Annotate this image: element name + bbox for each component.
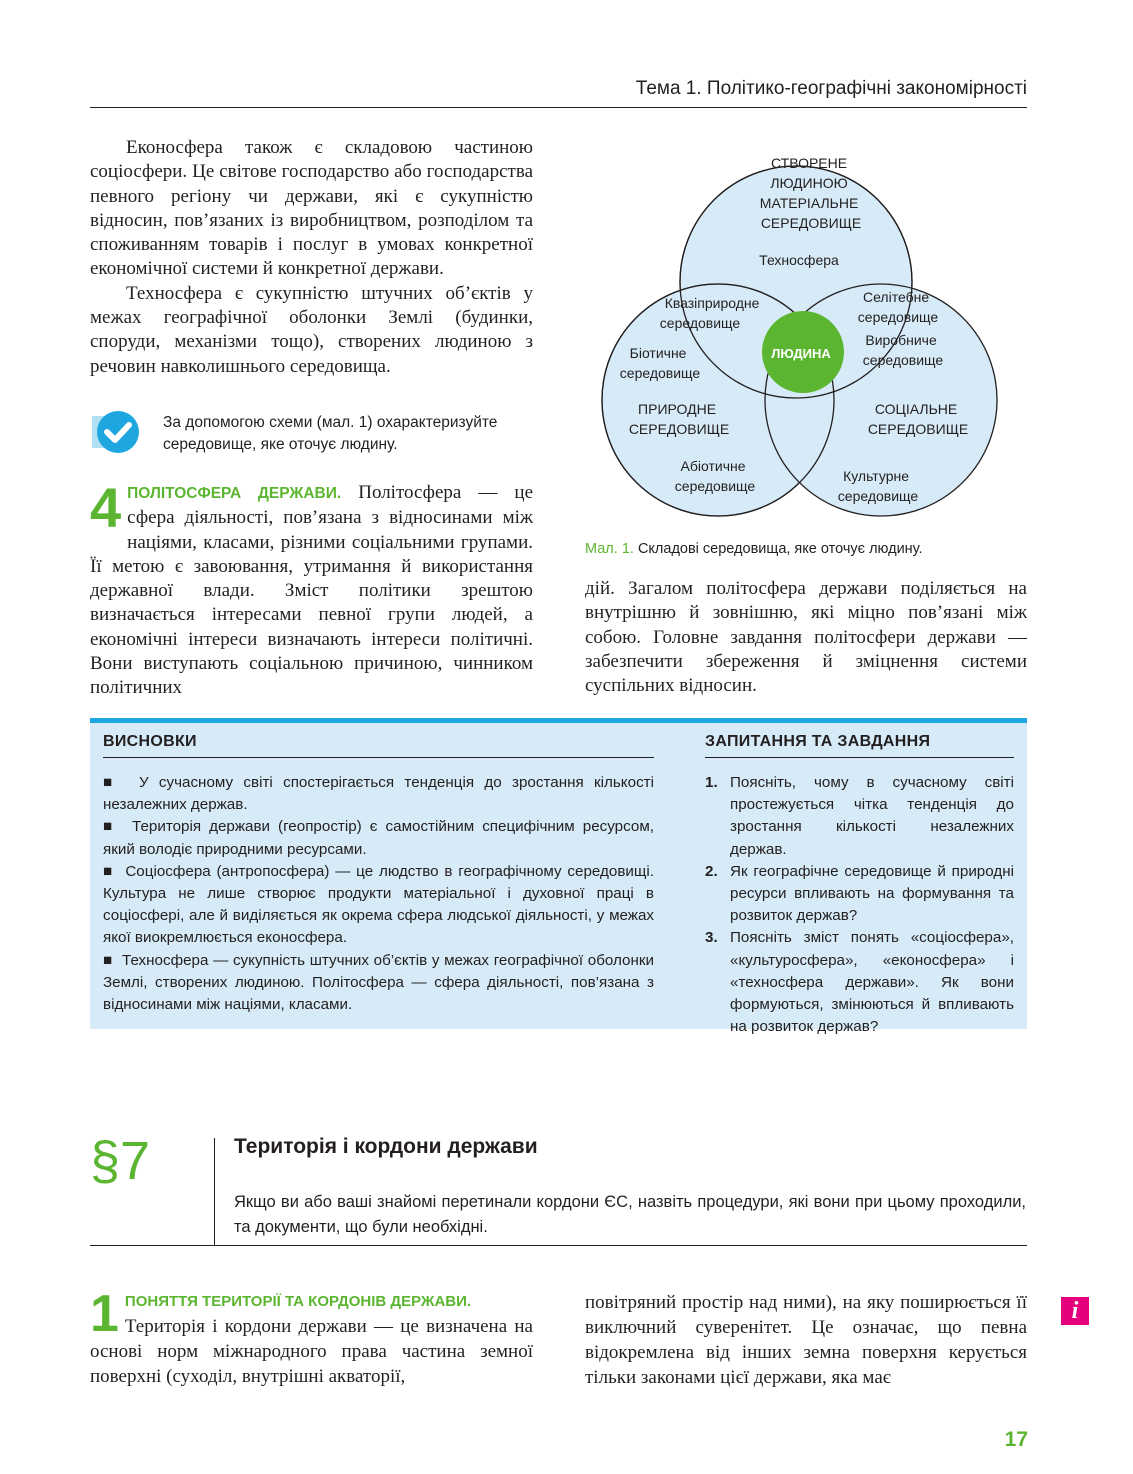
running-header: Тема 1. Політико-географічні закономірності bbox=[635, 78, 1027, 99]
bottom-right-text bbox=[585, 1290, 1027, 1390]
section-divider-line bbox=[214, 1138, 215, 1246]
label-industrial: Виробниче середовище bbox=[862, 332, 944, 368]
questions-list bbox=[705, 772, 1014, 1038]
paragraph-number: §7 bbox=[90, 1131, 151, 1191]
label-quasi-natural: Квазіприродне середовище bbox=[659, 295, 760, 331]
caption-text: Складові середовища, яке оточує людину. bbox=[633, 541, 923, 557]
label-human: ЛЮДИНА bbox=[771, 346, 831, 361]
bottom-left-paragraph: Територія і кордони держави — це визначена на основі норм міжнародного права частина земної поверхні (суходіл, внутрішні акваторії, bbox=[90, 1316, 533, 1387]
questions-title: ЗАПИТАННЯ ТА ЗАВДАННЯ bbox=[705, 733, 931, 750]
label-technosphere: Техносфера bbox=[759, 252, 839, 268]
page-number: 17 bbox=[1004, 1428, 1028, 1451]
paragraph-technosphere: Техносфера є сукупністю штучних об’єктів у межах географічної оболонки Землі (будинки, споруди, механізми тощо), створених людиною з речовин навколишнього середовища. bbox=[90, 282, 533, 377]
subsection-number: 1 bbox=[90, 1285, 119, 1343]
bullet-square-icon: ■ bbox=[103, 774, 139, 791]
section-4 bbox=[90, 476, 534, 701]
info-icon: i bbox=[1061, 1297, 1089, 1325]
conclusions-title: ВИСНОВКИ bbox=[103, 733, 197, 750]
checkmark-icon bbox=[92, 408, 140, 456]
section-intro: Якщо ви або ваші знайомі перетинали кордони ЄС, назвіть процедури, які вони при цьому проходили, та документи, що були необхідні. bbox=[234, 1193, 1026, 1236]
section-heading: ПОЛІТОСФЕРА ДЕРЖАВИ. bbox=[127, 485, 342, 502]
bullet-square-icon: ■ bbox=[103, 951, 123, 969]
subsection-heading: ПОНЯТТЯ ТЕРИТОРІЇ ТА КОРДОНІВ ДЕРЖАВИ. bbox=[124, 1293, 472, 1310]
bottom-left-text bbox=[90, 1285, 533, 1389]
bullet-square-icon: ■ bbox=[103, 862, 126, 880]
bottom-right-paragraph: повітряний простір над ними), на яку поширюється її виключний суверенітет. Це означає, що певна відокремлена від інших земна поверхня керується тільки законами цієї держави, яка має bbox=[585, 1292, 1027, 1388]
question-item: 3. Поясніть зміст понять «соціосфера», «культуросфера», «еконосфера» і «техносфера держави». Як вони формуються, змінюються й впливають на розвиток держав? bbox=[705, 929, 1014, 1036]
conclusion-item: ■ Соціосфера (антропосфера) — це людство в географічному середовищі. Культура не лише створює продукти матеріальної і духовної праці в соціосфері, але й виділяється як окрема сфера людської діяльності, у межах якої виокремлюється еконосфера. bbox=[103, 862, 654, 947]
task-text: За допомогою схеми (мал. 1) охарактеризуйте середовище, яке оточує людину. bbox=[163, 414, 498, 453]
questions-rule bbox=[705, 757, 1014, 758]
environment-venn-diagram bbox=[590, 135, 1030, 525]
section-title: Територія і кордони держави bbox=[234, 1135, 538, 1158]
label-biotic: Біотичне середовище bbox=[619, 345, 701, 381]
conclusions-rule bbox=[103, 757, 654, 758]
conclusions-list bbox=[103, 772, 654, 1016]
label-created-environment: СТВОРЕНЕ ЛЮДИНОЮ МАТЕРІАЛЬНЕ СЕРЕДОВИЩЕ bbox=[759, 155, 862, 231]
label-cultural: Культурне середовище bbox=[837, 468, 919, 504]
right-column-text bbox=[585, 577, 1027, 698]
section-4-text: Політосфера — це сфера діяльності, пов’язана з відносинами між націями, класами, різними соціальними групами. Її метою є завоювання, утримання й використання державної влади. Зміст політики зрештою визначається інтересами певної групи людей, а економічні інтереси визначають інтереси політичні. Вони виступають соціальною причиною, чинником політичних bbox=[90, 482, 534, 699]
label-natural-environment: ПРИРОДНЕ СЕРЕДОВИЩЕ bbox=[628, 401, 730, 437]
question-item: 2. Як географічне середовище й природні ресурси впливають на формування та розвиток держав? bbox=[705, 862, 1014, 925]
section-rule bbox=[90, 1245, 1027, 1246]
paragraph-econosphere: Еконосфера також є складовою частиною соціосфери. Це світове господарство або господарства певного регіону чи держави, які є сукупністю відносин, пов’язаних із виробництвом, розподілом та споживанням товарів і послуг в умовах конкретної економічної системи й конкретної держави. bbox=[90, 137, 533, 280]
header-rule bbox=[90, 107, 1027, 108]
summary-box-top-bar bbox=[90, 718, 1027, 723]
paragraph-politosphere-cont: дій. Загалом політосфера держави поділяється на внутрішню й зовнішню, які міцно пов’язані між собою. Головне завдання політосфери держави — забезпечити збереження й зміцнення системи суспільних відносин. bbox=[585, 578, 1027, 697]
section-number: 4 bbox=[90, 476, 122, 539]
conclusion-item: ■ Техносфера — сукупність штучних об’єктів у межах географічної оболонки Землі, створених людиною. Політосфера — сфера діяльності, пов’язана з відносинами між націями, класами. bbox=[103, 951, 654, 1014]
figure-caption bbox=[585, 541, 1027, 557]
label-abiotic: Абіотичне середовище bbox=[674, 458, 756, 494]
question-item: 1. Поясніть, чому в сучасному світі простежується чітка тенденція до зростання кількості незалежних держав. bbox=[705, 774, 1014, 858]
conclusion-item: ■ У сучасному світі спостерігається тенденція до зростання кількості незалежних держав. bbox=[103, 774, 654, 814]
caption-label: Мал. 1. bbox=[585, 541, 634, 557]
label-residential: Селітебне середовище bbox=[857, 289, 939, 325]
bullet-square-icon: ■ bbox=[103, 818, 133, 836]
conclusion-item: ■ Територія держави (геопростір) є самостійним специфічним ресурсом, який володіє природними ресурсами. bbox=[103, 818, 654, 858]
left-column-top bbox=[90, 136, 533, 379]
label-social-environment: СОЦІАЛЬНЕ СЕРЕДОВИЩЕ bbox=[867, 401, 969, 437]
